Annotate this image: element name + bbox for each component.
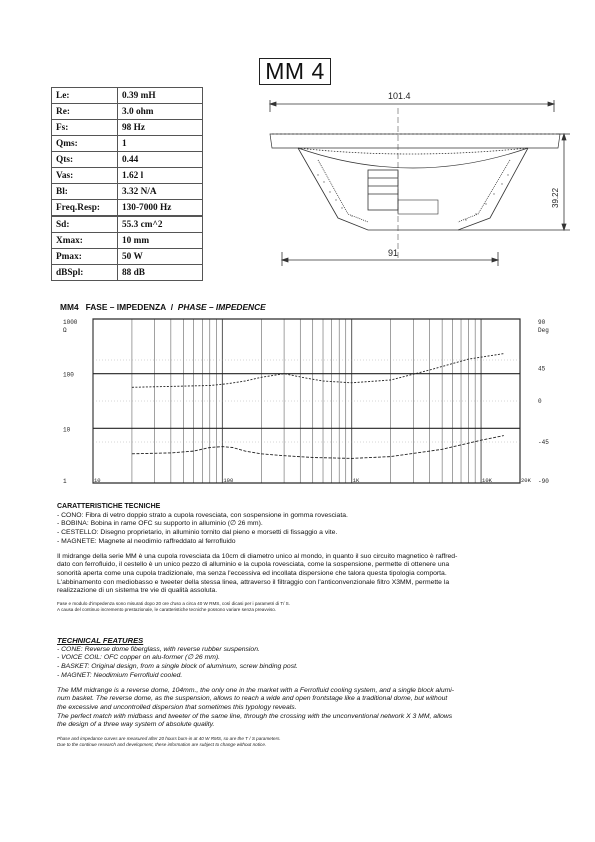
- spec-row: [52, 136, 203, 152]
- feature-line: - CONE: Reverse dome fiberglass, with reverse rubber suspension.: [57, 645, 260, 653]
- note-line: Fase e modulo d'impedenza sono misurati dopo 20 ore d'uso a circa 40 W RMS, così dicasi per i parametri di T/ S.: [57, 601, 290, 607]
- spec-value: 50 W: [118, 249, 203, 265]
- dim-bottom: 91: [388, 248, 399, 258]
- it-section: [57, 503, 537, 613]
- graph-title-it: FASE – IMPEDENZA: [85, 302, 167, 312]
- description-line: L'abbinamento con mediobasso e tweeter della stessa linea, attraverso il filtraggio con l'anticonvenzionale filtro X3MM, permette la: [57, 578, 450, 586]
- note-line: Due to the continue research and development, these information are subject to change without notice.: [57, 742, 267, 748]
- it-description: [57, 553, 537, 597]
- spec-row: [52, 104, 203, 120]
- spec-value: 55.3 cm^2: [118, 217, 203, 233]
- right-tick-label: 45: [538, 365, 546, 373]
- spec-key: Pmax:: [52, 249, 118, 265]
- it-heading: CARATTERISTICHE TECNICHE: [57, 503, 161, 510]
- graph-title-en: PHASE – IMPEDENCE: [177, 302, 266, 312]
- left-tick-label: Ω: [63, 327, 67, 334]
- spec-value: 1: [118, 136, 203, 152]
- mechanical-parameters-table: [51, 216, 203, 281]
- description-line: The perfect match with midbass and tweeter of the same line, through the crossing with the unconventional network X 3 MM, allows: [57, 712, 453, 720]
- left-tick-label: 1: [63, 478, 67, 485]
- x-tick-label: 10K: [482, 477, 492, 484]
- spec-key: Le:: [52, 88, 118, 104]
- it-notes: [57, 601, 537, 613]
- left-tick-label: 100: [63, 371, 74, 379]
- description-line: sonorità aperta come una cupola tradizionale, ma senza l'eccessiva ed incollata dispersione che talora questa tipologia comporta.: [57, 569, 447, 577]
- ts-parameters-table: [51, 87, 203, 216]
- description-line: num basket. The reverse dome, as the suspension, allows to reach a wide and open frontstage like a traditional dome, but without: [57, 695, 448, 703]
- speaker-section-drawing: [258, 90, 574, 268]
- feature-line: - BOBINA: Bobina in rame OFC su supporto in alluminio (∅ 26 mm).: [57, 520, 263, 528]
- spec-key: Freq.Resp:: [52, 200, 118, 216]
- spec-value: 3.32 N/A: [118, 184, 203, 200]
- right-tick-label: -90: [538, 478, 549, 485]
- x-tick-label: 1K: [352, 477, 360, 484]
- description-line: Il midrange della serie MM è una cupola rovesciata da 10cm di diametro unico al mondo, in quanto il suo circuito magnetico è raffred-: [57, 552, 458, 560]
- left-tick-label: 10: [63, 426, 71, 434]
- spec-key: Vas:: [52, 168, 118, 184]
- spec-value: 88 dB: [118, 265, 203, 281]
- graph-title: [60, 302, 266, 312]
- spec-value: 3.0 ohm: [118, 104, 203, 120]
- graph-title-sep: /: [170, 302, 174, 312]
- spec-key: Fs:: [52, 120, 118, 136]
- model-title: MM 4: [259, 58, 331, 85]
- it-features: [57, 512, 537, 547]
- description-line: the design of a three way system of absolute quality.: [57, 721, 215, 729]
- spec-key: dBSpl:: [52, 265, 118, 281]
- spec-row: [52, 217, 203, 233]
- description-line: dato con ferrofluido, il cestello è un unico pezzo di alluminio e la cupola rovesciata, come la sospensione, permette di ottenere una: [57, 561, 450, 569]
- left-tick-label: 1000: [63, 319, 78, 326]
- spec-key: Xmax:: [52, 233, 118, 249]
- spec-key: Re:: [52, 104, 118, 120]
- spec-row: [52, 249, 203, 265]
- spec-value: 130-7000 Hz: [118, 200, 203, 216]
- en-notes: [57, 736, 537, 748]
- description-line: the excessive and uncontrolled dispersion that sometimes this typology reveals.: [57, 703, 297, 711]
- spec-value: 98 Hz: [118, 120, 203, 136]
- en-heading: TECHNICAL FEATURES: [57, 636, 144, 645]
- x-tick-label: 100: [223, 477, 234, 484]
- spec-row: [52, 265, 203, 281]
- description-line: The MM midrange is a reverse dome, 104mm., the only one in the market with a Ferrofluid cooling system, and a single block alumi-: [57, 686, 455, 694]
- x-tick-label: 20K: [521, 477, 531, 484]
- spec-row: [52, 88, 203, 104]
- right-tick-label: 0: [538, 398, 542, 405]
- spec-value: 1.62 l: [118, 168, 203, 184]
- feature-line: - MAGNETE: Magnete al neodimio raffreddato al ferrofluido: [57, 537, 236, 545]
- spec-row: [52, 168, 203, 184]
- en-description: [57, 687, 537, 731]
- spec-key: Qts:: [52, 152, 118, 168]
- feature-line: - CONO: Fibra di vetro doppio strato a cupola rovesciata, con sospensione in gomma rovesciata.: [57, 511, 348, 519]
- note-line: A causa del continuo incremento prestazionale, le caratteristiche tecniche possono variare senza preavviso.: [57, 607, 277, 613]
- spec-key: Qms:: [52, 136, 118, 152]
- spec-row: [52, 184, 203, 200]
- description-line: realizzazione di un sistema tre vie di qualità assoluta.: [57, 587, 218, 595]
- dim-top: 101.4: [388, 91, 411, 101]
- en-section: [57, 637, 537, 748]
- feature-line: - BASKET: Original design, from a single block of aluminum, screw binding post.: [57, 663, 298, 671]
- feature-line: - MAGNET: Neodimium Ferrofluid cooled.: [57, 671, 183, 679]
- x-tick-label: 10: [94, 477, 101, 484]
- right-tick-label: 90: [538, 319, 546, 326]
- spec-row: [52, 120, 203, 136]
- spec-value: 10 mm: [118, 233, 203, 249]
- spec-key: Sd:: [52, 217, 118, 233]
- phase-impedance-chart: [55, 315, 558, 487]
- spec-value: 0.44: [118, 152, 203, 168]
- en-features: [57, 646, 537, 681]
- spec-row: [52, 200, 203, 216]
- spec-value: 0.39 mH: [118, 88, 203, 104]
- graph-title-model: MM4: [60, 302, 79, 312]
- feature-line: - CESTELLO: Disegno proprietario, in alluminio tornito dal pieno e morsetti di fissaggio a vite.: [57, 529, 338, 537]
- spec-key: Bl:: [52, 184, 118, 200]
- spec-row: [52, 233, 203, 249]
- feature-line: - VOICE COIL: OFC copper on alu-former (∅ 26 mm).: [57, 654, 221, 662]
- right-tick-label: -45: [538, 439, 549, 446]
- note-line: Phase and impedance curves are measured after 20 hours burn-in at 40 W RMS, so are the T / S parameters.: [57, 736, 281, 742]
- spec-row: [52, 152, 203, 168]
- dim-right: 39.22: [551, 187, 560, 208]
- right-tick-label: Deg: [538, 327, 549, 334]
